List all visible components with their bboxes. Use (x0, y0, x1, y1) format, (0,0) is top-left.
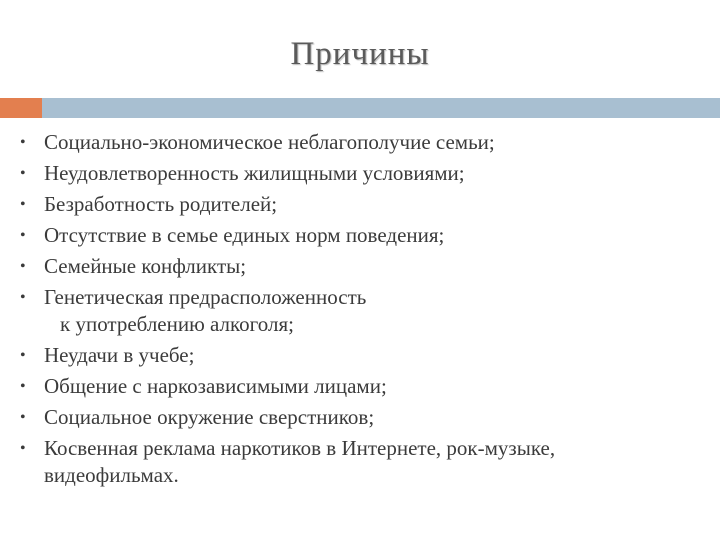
bullet-icon: • (20, 196, 26, 213)
list-item-text: Общение с наркозависимыми лицами; (44, 374, 387, 398)
bullet-icon: • (20, 289, 26, 306)
bullet-icon: • (20, 134, 26, 151)
bullet-icon: • (20, 347, 26, 364)
list-item (20, 160, 710, 187)
list-item-text: Неудовлетворенность жилищными условиями; (44, 161, 465, 185)
list-item-text: Социально-экономическое неблагополучие семьи; (44, 130, 495, 154)
page-title: Причины (290, 36, 430, 72)
accent-bar (42, 98, 720, 118)
list-item (20, 222, 710, 249)
list-item-text: Семейные конфликты; (44, 254, 247, 278)
bullet-icon: • (20, 165, 26, 182)
list-item (20, 284, 710, 338)
bullet-icon: • (20, 378, 26, 395)
list-item-text: Отсутствие в семье единых норм поведения; (44, 223, 445, 247)
bullet-icon: • (20, 440, 26, 457)
bullet-list (20, 129, 710, 493)
list-item (20, 191, 710, 218)
list-item-text: Неудачи в учебе; (44, 343, 195, 367)
bullet-icon: • (20, 227, 26, 244)
bullet-icon: • (20, 258, 26, 275)
bullet-icon: • (20, 409, 26, 426)
list-item-text: Генетическая предрасположенность (44, 285, 367, 309)
accent-square (0, 98, 42, 118)
list-item (20, 129, 710, 156)
list-item (20, 373, 710, 400)
list-item-text: Косвенная реклама наркотиков в Интернете, рок-музыке, (44, 436, 556, 460)
list-item-text: Безработность родителей; (44, 192, 278, 216)
list-item-text-continuation: видеофильмах. (44, 463, 179, 487)
list-item-text: Социальное окружение сверстников; (44, 405, 375, 429)
list-item (20, 342, 710, 369)
list-item (20, 435, 710, 489)
list-item-text-continuation: к употреблению алкоголя; (60, 312, 294, 336)
list-item (20, 404, 710, 431)
list-item (20, 253, 710, 280)
